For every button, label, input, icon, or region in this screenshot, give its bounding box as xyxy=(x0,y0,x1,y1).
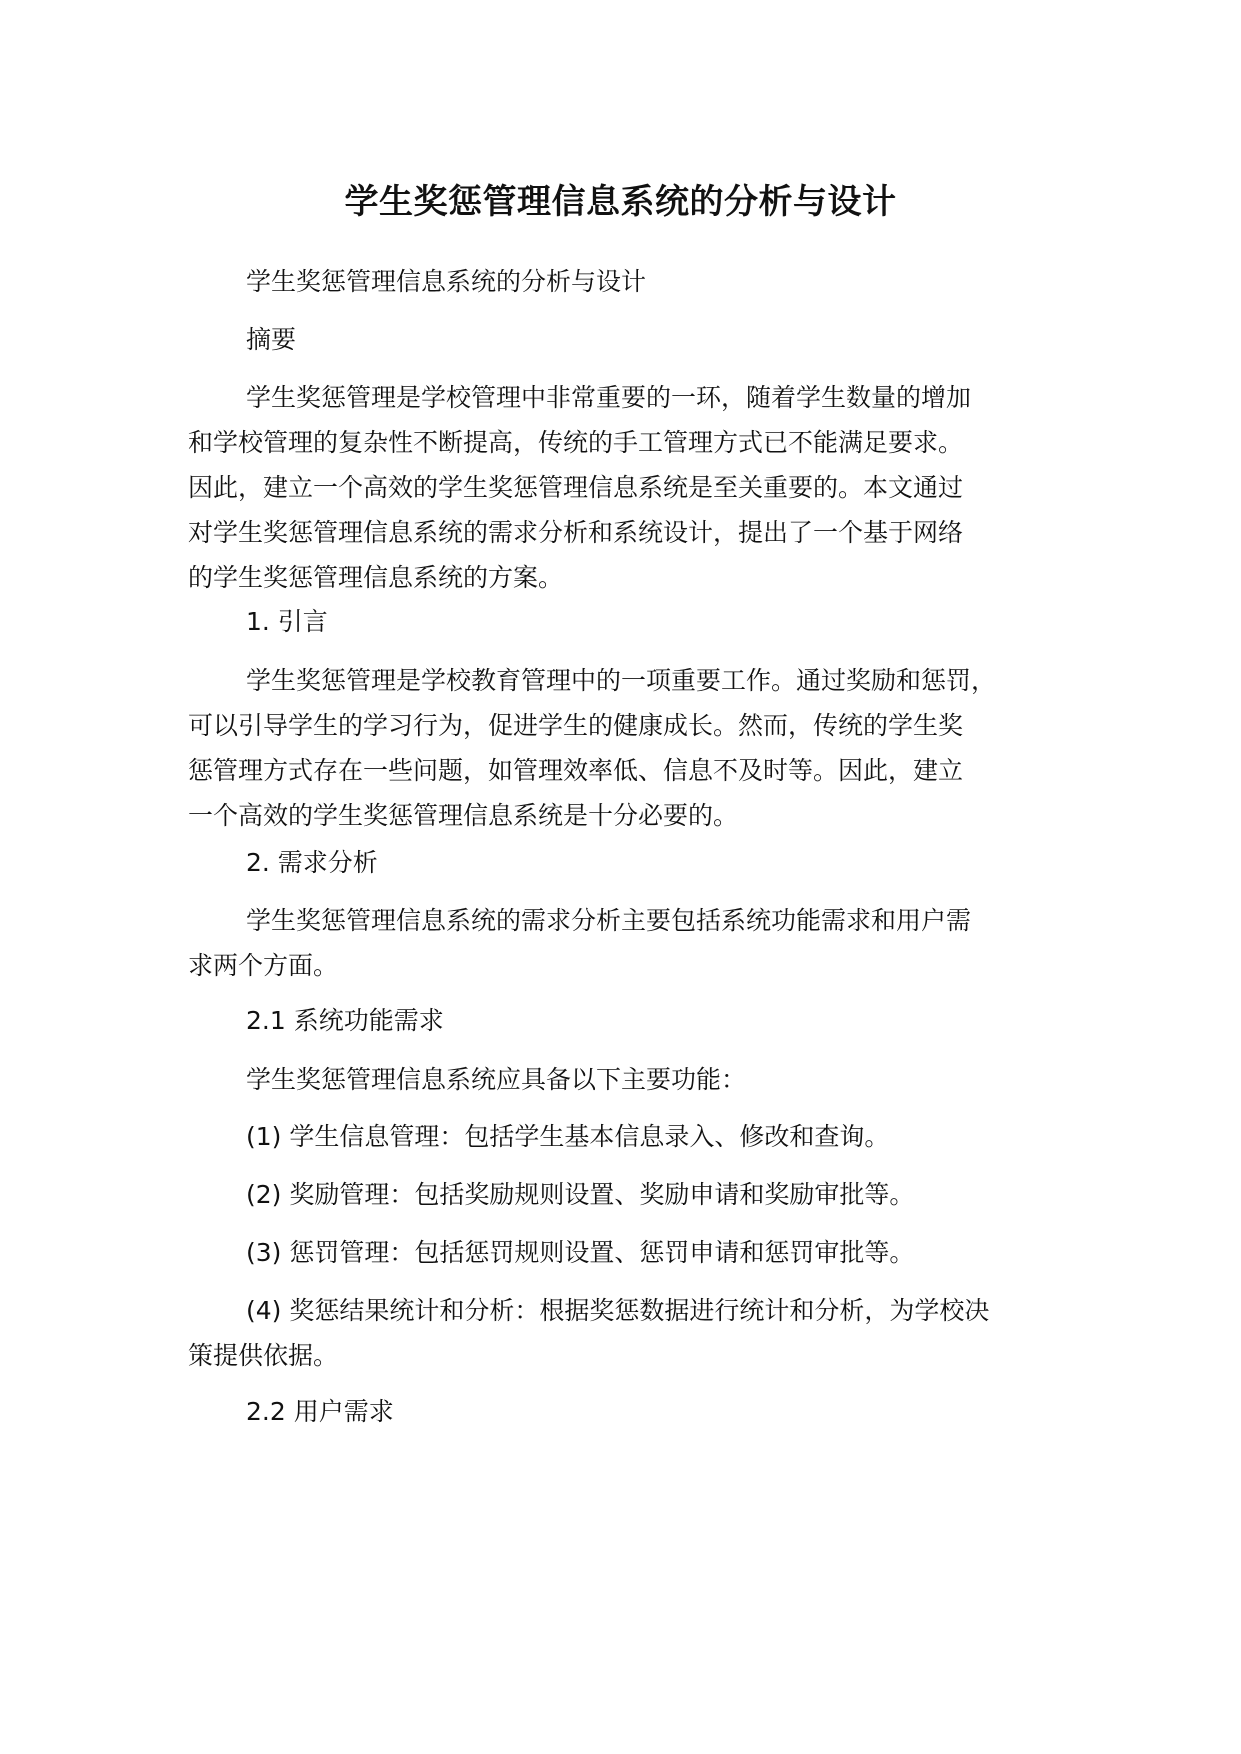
list-item-text: (2) 奖励管理：包括奖励规则设置、奖励申请和奖励审批等。 xyxy=(246,1180,915,1209)
paragraph-line: 因此，建立一个高效的学生奖惩管理信息系统是至关重要的。本文通过 xyxy=(188,473,964,502)
paragraph-line: 学生奖惩管理信息系统的需求分析主要包括系统功能需求和用户需 xyxy=(246,906,972,935)
section-2-heading-text: 2. 需求分析 xyxy=(246,848,378,877)
section-2-paragraph xyxy=(188,898,1058,988)
paragraph-line: 学生奖惩管理是学校管理中非常重要的一环，随着学生数量的增加 xyxy=(246,383,972,412)
subtitle-text: 学生奖惩管理信息系统的分析与设计 xyxy=(246,267,647,296)
section-2-1-intro xyxy=(188,1057,1058,1102)
paragraph-line: 可以引导学生的学习行为，促进学生的健康成长。然而，传统的学生奖 xyxy=(188,711,964,740)
section-2-heading xyxy=(188,840,1058,885)
paragraph-line: 一个高效的学生奖惩管理信息系统是十分必要的。 xyxy=(188,801,739,830)
section-2-2-heading xyxy=(188,1389,1058,1434)
section-1-heading xyxy=(188,599,1058,644)
abstract-heading xyxy=(188,317,1058,362)
list-item xyxy=(188,1288,1058,1378)
paragraph-line: 对学生奖惩管理信息系统的需求分析和系统设计，提出了一个基于网络 xyxy=(188,518,964,547)
list-item-text: 策提供依据。 xyxy=(188,1341,339,1370)
section-2-1-heading-text: 2.1 系统功能需求 xyxy=(246,1006,444,1035)
paragraph-line: 的学生奖惩管理信息系统的方案。 xyxy=(188,563,564,592)
list-item xyxy=(188,1172,1058,1217)
abstract-heading-text: 摘要 xyxy=(246,325,297,354)
section-1-paragraph xyxy=(188,658,1058,838)
paragraph-line: 学生奖惩管理是学校教育管理中的一项重要工作。通过奖励和惩罚， xyxy=(246,666,997,695)
list-item-text: (4) 奖惩结果统计和分析：根据奖惩数据进行统计和分析，为学校决 xyxy=(246,1296,990,1325)
list-item-text: (3) 惩罚管理：包括惩罚规则设置、惩罚申请和惩罚审批等。 xyxy=(246,1238,915,1267)
list-item-text: (1) 学生信息管理：包括学生基本信息录入、修改和查询。 xyxy=(246,1122,890,1151)
section-2-2-heading-text: 2.2 用户需求 xyxy=(246,1397,394,1426)
section-2-1-intro-text: 学生奖惩管理信息系统应具备以下主要功能： xyxy=(246,1065,747,1094)
section-1-heading-text: 1. 引言 xyxy=(246,607,328,636)
document-title: 学生奖惩管理信息系统的分析与设计 xyxy=(344,182,897,222)
document-subtitle xyxy=(188,259,1058,304)
paragraph-line: 和学校管理的复杂性不断提高，传统的手工管理方式已不能满足要求。 xyxy=(188,428,964,457)
list-item xyxy=(188,1114,1058,1159)
list-item xyxy=(188,1230,1058,1275)
paragraph-line: 求两个方面。 xyxy=(188,951,339,980)
abstract-paragraph xyxy=(188,375,1058,600)
paragraph-line: 惩管理方式存在一些问题，如管理效率低、信息不及时等。因此，建立 xyxy=(188,756,964,785)
section-2-1-heading xyxy=(188,998,1058,1043)
